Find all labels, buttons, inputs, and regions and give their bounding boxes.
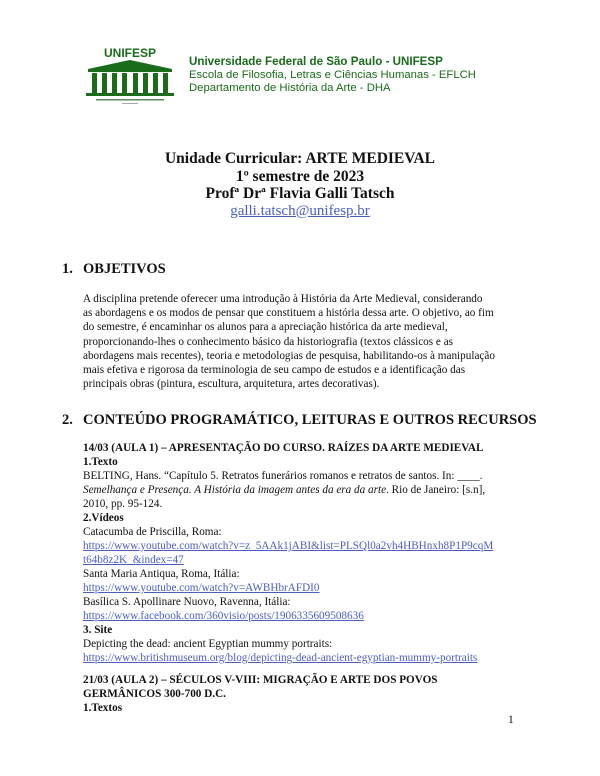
aula1-site-label: 3. Site	[83, 624, 113, 636]
aula1-ref-line3: 2010, pp. 95-124.	[83, 498, 163, 510]
video1-link[interactable]: https://www.youtube.com/watch?v=z_5AAk1jABI&list=PLSQl0a2vh4HBHnxh8P1P9cqM	[83, 540, 494, 552]
video2-title: Santa Maria Antiqua, Roma, Itália:	[83, 568, 240, 580]
site-link[interactable]: https://www.britishmuseum.org/blog/depicting-dead-ancient-egyptian-mummy-portraits	[83, 652, 478, 664]
university-name: Universidade Federal de São Paulo - UNIFESP	[189, 55, 443, 68]
site-title: Depicting the dead: ancient Egyptian mummy portraits:	[83, 638, 333, 650]
department-name: Departamento de História da Arte - DHA	[189, 82, 391, 94]
professor-email-link[interactable]: galli.tatsch@unifesp.br	[230, 202, 370, 219]
aula1-block	[83, 441, 543, 665]
section-objetivos-heading: 1. OBJETIVOS	[62, 261, 166, 277]
video1-link-cont[interactable]: t64b8z2K_&index=47	[83, 554, 184, 566]
logo-wordmark: UNIFESP	[103, 46, 157, 60]
school-name: Escola de Filosofia, Letras e Ciências Humanas - EFLCH	[189, 68, 476, 81]
aula2-textos-label: 1.Textos	[83, 702, 123, 714]
aula1-ref-line1: BELTING, Hans. “Capítulo 5. Retratos funerários romanos e retratos de santos. In: ____.	[83, 470, 483, 482]
objetivos-paragraph: A disciplina pretende oferecer uma introdução à História da Arte Medieval, considerando as abordagens e os modos de pensar que constituem a história dessa arte. O objetivo, ao fim do semestre, é encaminhar os alunos para a apreciação histórica da arte medieval, proporcionando-lhes o conhecimento básico da historiografia (textos clássicos e as abordagens mais recentes), teoria e metodologias de pesquisa, habilitando-os à manipulação mais efetiva e rigorosa da terminologia de seu campo de estudos e a identificação das principais obras (pintura, escultura, arquitetura, artes decorativas).	[83, 293, 495, 391]
page-number: 1	[508, 714, 514, 726]
section-conteudo-heading: 2. CONTEÚDO PROGRAMÁTICO, LEITURAS E OUTROS RECURSOS	[62, 412, 537, 428]
aula2-title-line1: 21/03 (AULA 2) – SÉCULOS V-VIII: MIGRAÇÃO E ARTE DOS POVOS	[83, 674, 438, 686]
institution-header	[189, 55, 476, 96]
professor-name: Profª Drª Flavia Galli Tatsch	[205, 185, 395, 202]
aula1-title: 14/03 (AULA 1) – APRESENTAÇÃO DO CURSO. RAÍZES DA ARTE MEDIEVAL	[83, 442, 484, 454]
video2-link[interactable]: https://www.youtube.com/watch?v=AWBHbrAFDI0	[83, 582, 320, 594]
title-block	[0, 150, 600, 220]
unifesp-logo	[82, 45, 178, 107]
video3-link[interactable]: https://www.facebook.com/360visio/posts/1906335609508636	[83, 610, 364, 622]
aula1-ref-line2: Semelhança e Presença. A História da imagem antes da era da arte. Rio de Janeiro: [s.n],	[83, 484, 486, 496]
aula2-block	[83, 673, 543, 715]
course-title: Unidade Curricular: ARTE MEDIEVAL	[164, 150, 436, 167]
aula1-texto-label: 1.Texto	[83, 456, 118, 468]
aula1-videos-label: 2.Vídeos	[83, 512, 124, 524]
video1-title: Catacumba de Priscilla, Roma:	[83, 526, 222, 538]
aula2-title-line2: GERMÂNICOS 300-700 D.C.	[83, 688, 226, 700]
video3-title: Basílica S. Apollinare Nuovo, Ravenna, Itália:	[83, 596, 291, 608]
semester: 1º semestre de 2023	[235, 167, 365, 185]
